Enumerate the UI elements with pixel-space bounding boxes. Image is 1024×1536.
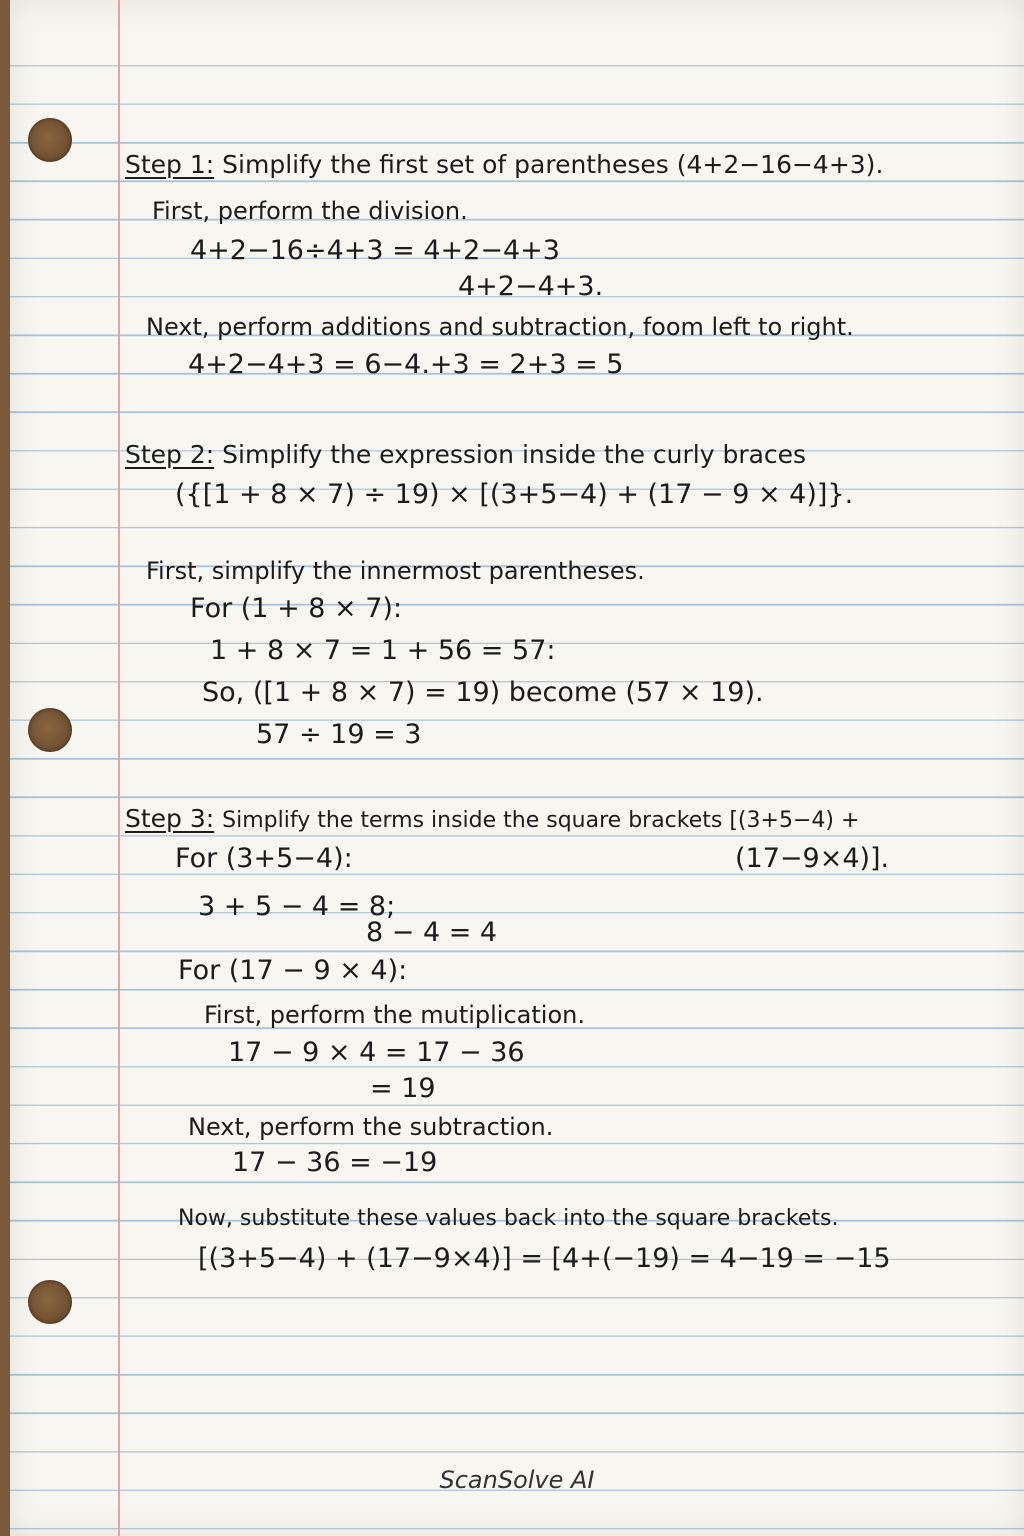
step3-eq6: [(3+5−4) + (17−9×4)] = [4+(−19) = 4−19 = −15: [198, 1243, 891, 1274]
step1-line2: Next, perform additions and subtraction, foom left to right.: [146, 313, 854, 341]
punch-hole-top: [28, 118, 72, 162]
step1-eq2: 4+2−4+3.: [458, 271, 604, 302]
step3-label: Step 3:: [125, 804, 215, 833]
step3-eq2: 8 − 4 = 4: [366, 917, 498, 948]
step3-for2: For (17 − 9 × 4):: [178, 955, 408, 986]
step3-line3: Now, substitute these values back into the square brackets.: [178, 1206, 839, 1231]
step3-title-cont: (17−9×4)].: [735, 843, 890, 874]
step2-line1: First, simplify the innermost parentheses.: [146, 557, 645, 585]
punch-hole-middle: [28, 708, 72, 752]
step2-so: So, ([1 + 8 × 7) = 19) become (57 × 19).: [202, 677, 764, 708]
step3-eq4: = 19: [370, 1073, 436, 1104]
step1-label: Step 1:: [125, 150, 215, 179]
step1-eq1: 4+2−16÷4+3 = 4+2−4+3: [190, 235, 560, 266]
step3-eq3: 17 − 9 × 4 = 17 − 36: [228, 1037, 525, 1068]
step2-for1: For (1 + 8 × 7):: [190, 593, 403, 624]
notebook-page: [10, 0, 1024, 1536]
step3-title: Simplify the terms inside the square brackets [(3+5−4) +: [222, 808, 860, 833]
step1-line1: First, perform the division.: [152, 197, 468, 225]
step2-title: Simplify the expression inside the curly braces: [222, 440, 807, 469]
step3-line1: First, perform the mutiplication.: [204, 1001, 585, 1029]
step2-heading: [125, 440, 806, 470]
step3-for1: For (3+5−4):: [175, 843, 353, 874]
step1-heading: [125, 150, 883, 180]
step1-eq3: 4+2−4+3 = 6−4.+3 = 2+3 = 5: [188, 349, 624, 380]
step3-eq1: 3 + 5 − 4 = 8;: [198, 891, 396, 922]
margin-line: [118, 0, 120, 1536]
step1-title: Simplify the first set of parentheses (4+2−16−4+3).: [222, 150, 884, 179]
step3-eq5: 17 − 36 = −19: [232, 1147, 438, 1178]
step3-heading: [125, 804, 859, 836]
step2-expr: ({[1 + 8 × 7) ÷ 19) × [(3+5−4) + (17 − 9 × 4)]}.: [175, 479, 854, 510]
punch-hole-bottom: [28, 1280, 72, 1324]
step2-eq1: 1 + 8 × 7 = 1 + 56 = 57:: [210, 635, 556, 666]
step2-label: Step 2:: [125, 440, 215, 469]
step3-line2: Next, perform the subtraction.: [188, 1113, 554, 1141]
step2-eq2: 57 ÷ 19 = 3: [256, 719, 422, 750]
footer-watermark: ScanSolve AI: [439, 1466, 595, 1494]
